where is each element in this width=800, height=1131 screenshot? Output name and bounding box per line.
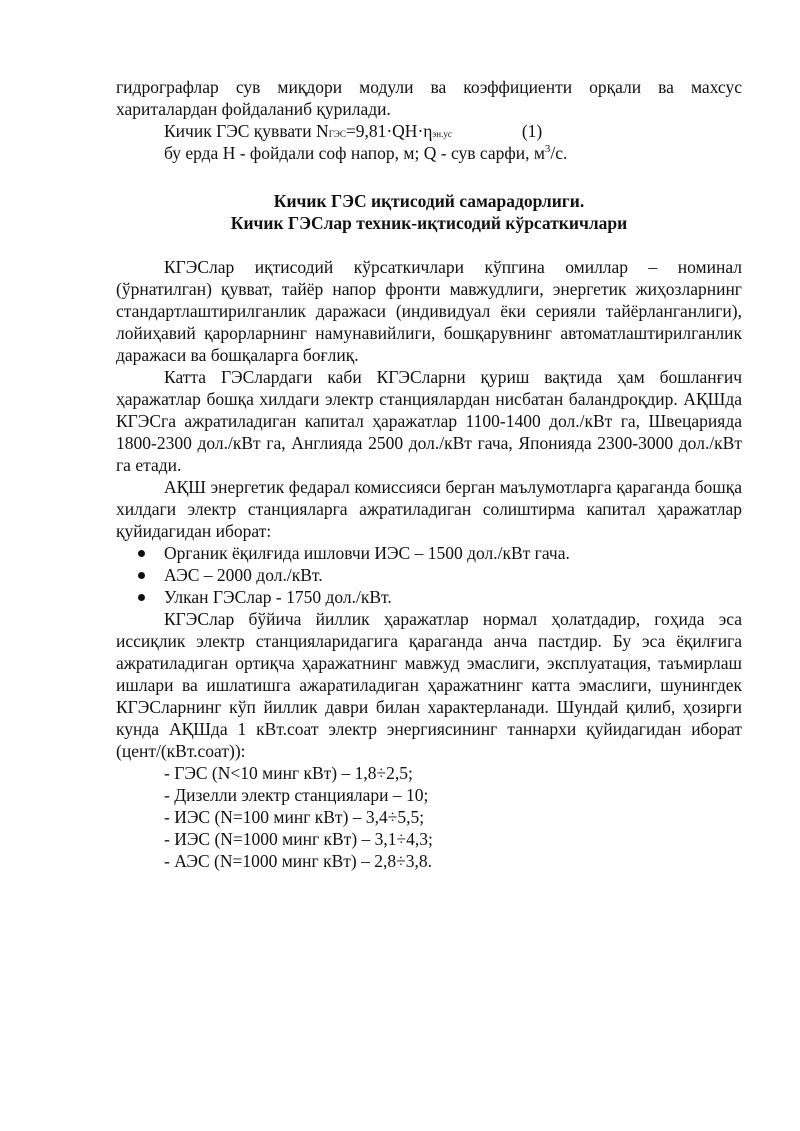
definition-tail: /с. (550, 143, 568, 163)
paragraph-3: АҚШ энергетик федарал комиссияси берган маълумотларга қараганда бошқа хилдаги электр станцияларга ажратиладиган солиштирма капитал ҳаражатлар қуйидагидан иборат: (116, 477, 742, 541)
bullet-icon (138, 594, 145, 601)
cost-item: - ГЭС (N<10 минг кВт) – 1,8÷2,5; (164, 763, 413, 783)
capital-cost-list (116, 542, 742, 608)
formula-prefix: Кичик ГЭС қуввати N (164, 121, 329, 141)
bullet-icon (138, 550, 145, 557)
list-item-text: Улкан ГЭСлар - 1750 дол./кВт. (164, 587, 392, 607)
list-item-text: АЭС – 2000 дол./кВт. (164, 565, 323, 585)
section-title-1: Кичик ГЭС иқтисодий самарадорлиги. (273, 191, 585, 211)
formula-n-subscript: ГЭС (328, 129, 346, 139)
intro-line-2: хариталардан фойдаланиб қурилади. (116, 99, 391, 119)
energy-cost-list (116, 762, 742, 872)
cost-item: - АЭС (N=1000 минг кВт) – 2,8÷3,8. (164, 851, 432, 871)
list-item (116, 542, 742, 564)
bullet-icon (138, 572, 145, 579)
list-item (116, 564, 742, 586)
formula-eta-subscript: эн.ус (432, 129, 452, 139)
definition-text: бу ерда H - фойдали соф напор, м; Q - сув сарфи, м (164, 143, 545, 163)
paragraph-1: КГЭСлар иқтисодий кўрсаткичлари кўпгина омиллар – номинал (ўрнатилган) қувват, тайёр напор фронти мавжудлиги, энергетик жиҳозларнинг стандартлаштирилганлик даражаси (индивидуал ёки серияли тайёрланганлиги), лойиҳавий қарорларнинг намунавийлиги, бошқарувнинг автоматлаштирилганлик даражаси ва бошқаларга боғлиқ. (116, 257, 742, 365)
list-item (116, 586, 742, 608)
cost-item: - ИЭС (N=100 минг кВт) – 3,4÷5,5; (164, 807, 425, 827)
paragraph-4: КГЭСлар бўйича йиллик ҳаражатлар нормал ҳолатдадир, гоҳида эса иссиқлик электр станцияларидагига қараганда анча пастдир. Бу эса ёқилғига ажратиладиган ортиқча ҳаражатнинг мавжуд эмаслиги, эксплуатация, таъмирлаш ишлари ва ишлатишга ажаратиладиган ҳаражатнинг катта эмаслиги, шунингдек КГЭСларнинг кўп йиллик даври билан характерланади. Шундай қилиб, ҳозирги кунда АҚШда 1 кВт.соат электр энергиясининг таннархи қуйидагидан иборат (цент/(кВт.соат)): (116, 609, 742, 761)
definition-superscript: 3 (544, 143, 551, 156)
section-title-2: Кичик ГЭСлар техник-иқтисодий кўрсаткичлари (230, 213, 628, 233)
list-item-text: Органик ёқилғида ишловчи ИЭС – 1500 дол./кВт гача. (164, 543, 570, 563)
intro-line-1: гидрографлар сув миқдори модули ва коэффициенти орқали ва махсус (116, 77, 742, 97)
spacer (116, 234, 742, 256)
cost-item: - Дизелли электр станциялари – 10; (164, 785, 429, 805)
definition-line (116, 142, 742, 164)
formula-number: (1) (521, 121, 543, 141)
formula-middle: =9,81·QH·η (345, 121, 433, 141)
cost-item: - ИЭС (N=1000 минг кВт) – 3,1÷4,3; (164, 829, 433, 849)
page-content (116, 76, 742, 872)
paragraph-2: Катта ГЭСлардаги каби КГЭСларни қуриш вақтида ҳам бошланғич ҳаражатлар бошқа хилдаги электр станциялардан нисбатан баландроқдир. АҚШда КГЭСга ажратиладиган капитал ҳаражатлар 1100-1400 дол./кВт га, Швецарияда 1800-2300 дол./кВт га, Англияда 2500 дол./кВт гача, Японияда 2300-3000 дол./кВт га етади. (116, 367, 742, 475)
formula-line (116, 120, 742, 142)
